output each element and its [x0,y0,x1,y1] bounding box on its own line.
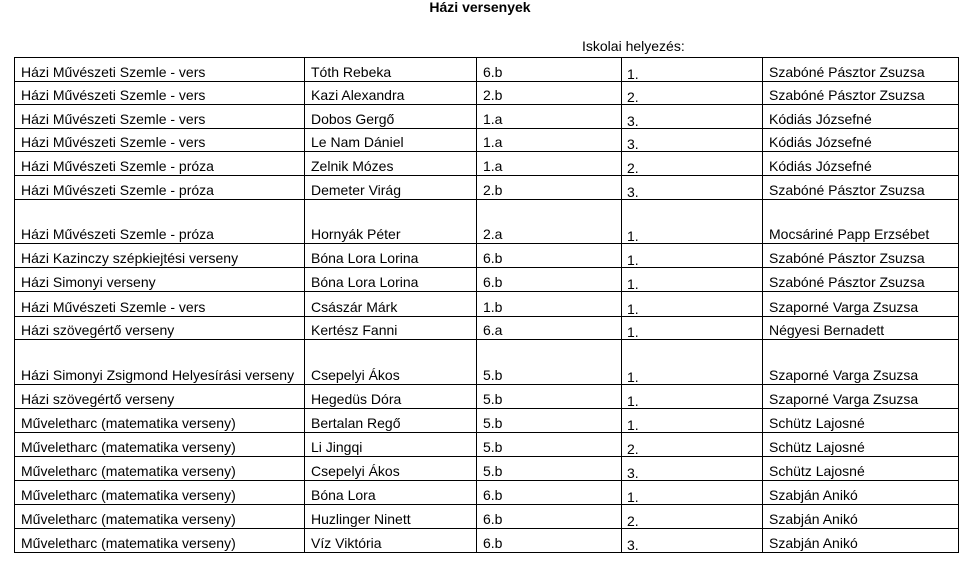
placement-cell: 1. [622,58,763,82]
page-title: Házi versenyek [429,0,531,15]
results-table-body [15,58,959,553]
placement-cell: 1. [622,244,763,268]
student-name-cell: Bertalan Regő [305,409,477,433]
class-cell: 5.b [477,385,622,409]
table-row [15,82,959,105]
table-row [15,105,959,129]
table-row [15,129,959,152]
teacher-cell: Szabóné Pásztor Zsuzsa [763,58,959,82]
teacher-cell: Szabóné Pásztor Zsuzsa [763,82,959,105]
student-name-cell: Bóna Lora Lorina [305,268,477,292]
class-cell: 1.a [477,105,622,129]
event-cell: Házi Simonyi verseny [15,268,305,292]
student-name-cell: Csepelyi Ákos [305,340,477,385]
teacher-cell: Kódiás Józsefné [763,152,959,176]
class-cell: 6.b [477,529,622,553]
student-name-cell: Kertész Fanni [305,317,477,340]
event-cell: Házi szövegértő verseny [15,385,305,409]
event-cell: Házi Művészeti Szemle - vers [15,82,305,105]
event-cell: Műveletharc (matematika verseny) [15,457,305,481]
class-cell: 5.b [477,409,622,433]
event-cell: Házi Művészeti Szemle - próza [15,176,305,200]
teacher-cell: Szabján Anikó [763,529,959,553]
event-cell: Házi Művészeti Szemle - vers [15,105,305,129]
table-row [15,433,959,457]
placement-cell: 3. [622,457,763,481]
table-row [15,317,959,340]
placement-cell: 1. [622,481,763,505]
placement-cell: 3. [622,129,763,152]
student-name-cell: Bóna Lora [305,481,477,505]
student-name-cell: Császár Márk [305,292,477,317]
student-name-cell: Le Nam Dániel [305,129,477,152]
teacher-cell: Szabján Anikó [763,481,959,505]
placement-cell: 1. [622,292,763,317]
table-row [15,292,959,317]
placement-cell: 2. [622,433,763,457]
event-cell: Házi Művészeti Szemle - próza [15,152,305,176]
table-row [15,58,959,82]
class-cell: 5.b [477,433,622,457]
placement-cell: 2. [622,505,763,529]
placement-header: Iskolai helyezés: [582,38,685,54]
placement-cell: 1. [622,340,763,385]
class-cell: 6.b [477,505,622,529]
placement-cell: 1. [622,268,763,292]
teacher-cell: Szabóné Pásztor Zsuzsa [763,268,959,292]
teacher-cell: Szaporné Varga Zsuzsa [763,340,959,385]
table-row [15,385,959,409]
student-name-cell: Li Jingqi [305,433,477,457]
teacher-cell: Szabóné Pásztor Zsuzsa [763,176,959,200]
student-name-cell: Zelnik Mózes [305,152,477,176]
teacher-cell: Kódiás Józsefné [763,129,959,152]
class-cell: 5.b [477,457,622,481]
table-row [15,409,959,433]
table-row [15,457,959,481]
student-name-cell: Huzlinger Ninett [305,505,477,529]
table-row [15,481,959,505]
student-name-cell: Dobos Gergő [305,105,477,129]
class-cell: 1.b [477,292,622,317]
table-row [15,152,959,176]
class-cell: 6.a [477,317,622,340]
table-row [15,244,959,268]
event-cell: Házi Kazinczy szépkiejtési verseny [15,244,305,268]
class-cell: 6.b [477,268,622,292]
class-cell: 1.a [477,129,622,152]
table-row [15,529,959,553]
student-name-cell: Bóna Lora Lorina [305,244,477,268]
placement-cell: 1. [622,200,763,244]
placement-cell: 3. [622,176,763,200]
event-cell: Házi szövegértő verseny [15,317,305,340]
student-name-cell: Hegedüs Dóra [305,385,477,409]
event-cell: Házi Művészeti Szemle - vers [15,292,305,317]
teacher-cell: Szabján Anikó [763,505,959,529]
results-table [14,57,959,553]
class-cell: 6.b [477,244,622,268]
placement-cell: 3. [622,529,763,553]
teacher-cell: Mocsáriné Papp Erzsébet [763,200,959,244]
placement-cell: 1. [622,409,763,433]
event-cell: Műveletharc (matematika verseny) [15,481,305,505]
teacher-cell: Schütz Lajosné [763,433,959,457]
class-cell: 2.b [477,82,622,105]
class-cell: 5.b [477,340,622,385]
event-cell: Házi Művészeti Szemle - próza [15,200,305,244]
teacher-cell: Négyesi Bernadett [763,317,959,340]
student-name-cell: Csepelyi Ákos [305,457,477,481]
student-name-cell: Víz Viktória [305,529,477,553]
placement-cell: 2. [622,82,763,105]
teacher-cell: Kódiás Józsefné [763,105,959,129]
event-cell: Műveletharc (matematika verseny) [15,409,305,433]
event-cell: Házi Művészeti Szemle - vers [15,129,305,152]
teacher-cell: Szaporné Varga Zsuzsa [763,292,959,317]
class-cell: 6.b [477,481,622,505]
student-name-cell: Tóth Rebeka [305,58,477,82]
class-cell: 2.b [477,176,622,200]
placement-cell: 3. [622,105,763,129]
table-row [15,340,959,385]
event-cell: Házi Művészeti Szemle - vers [15,58,305,82]
event-cell: Műveletharc (matematika verseny) [15,505,305,529]
table-row [15,268,959,292]
table-row [15,176,959,200]
event-cell: Műveletharc (matematika verseny) [15,529,305,553]
class-cell: 2.a [477,200,622,244]
placement-cell: 1. [622,385,763,409]
student-name-cell: Kazi Alexandra [305,82,477,105]
placement-cell: 1. [622,317,763,340]
event-cell: Házi Simonyi Zsigmond Helyesírási verseny [15,340,305,385]
teacher-cell: Schütz Lajosné [763,457,959,481]
class-cell: 1.a [477,152,622,176]
table-row [15,505,959,529]
placement-cell: 2. [622,152,763,176]
class-cell: 6.b [477,58,622,82]
event-cell: Műveletharc (matematika verseny) [15,433,305,457]
teacher-cell: Szaporné Varga Zsuzsa [763,385,959,409]
teacher-cell: Schütz Lajosné [763,409,959,433]
table-row [15,200,959,244]
student-name-cell: Hornyák Péter [305,200,477,244]
teacher-cell: Szabóné Pásztor Zsuzsa [763,244,959,268]
student-name-cell: Demeter Virág [305,176,477,200]
